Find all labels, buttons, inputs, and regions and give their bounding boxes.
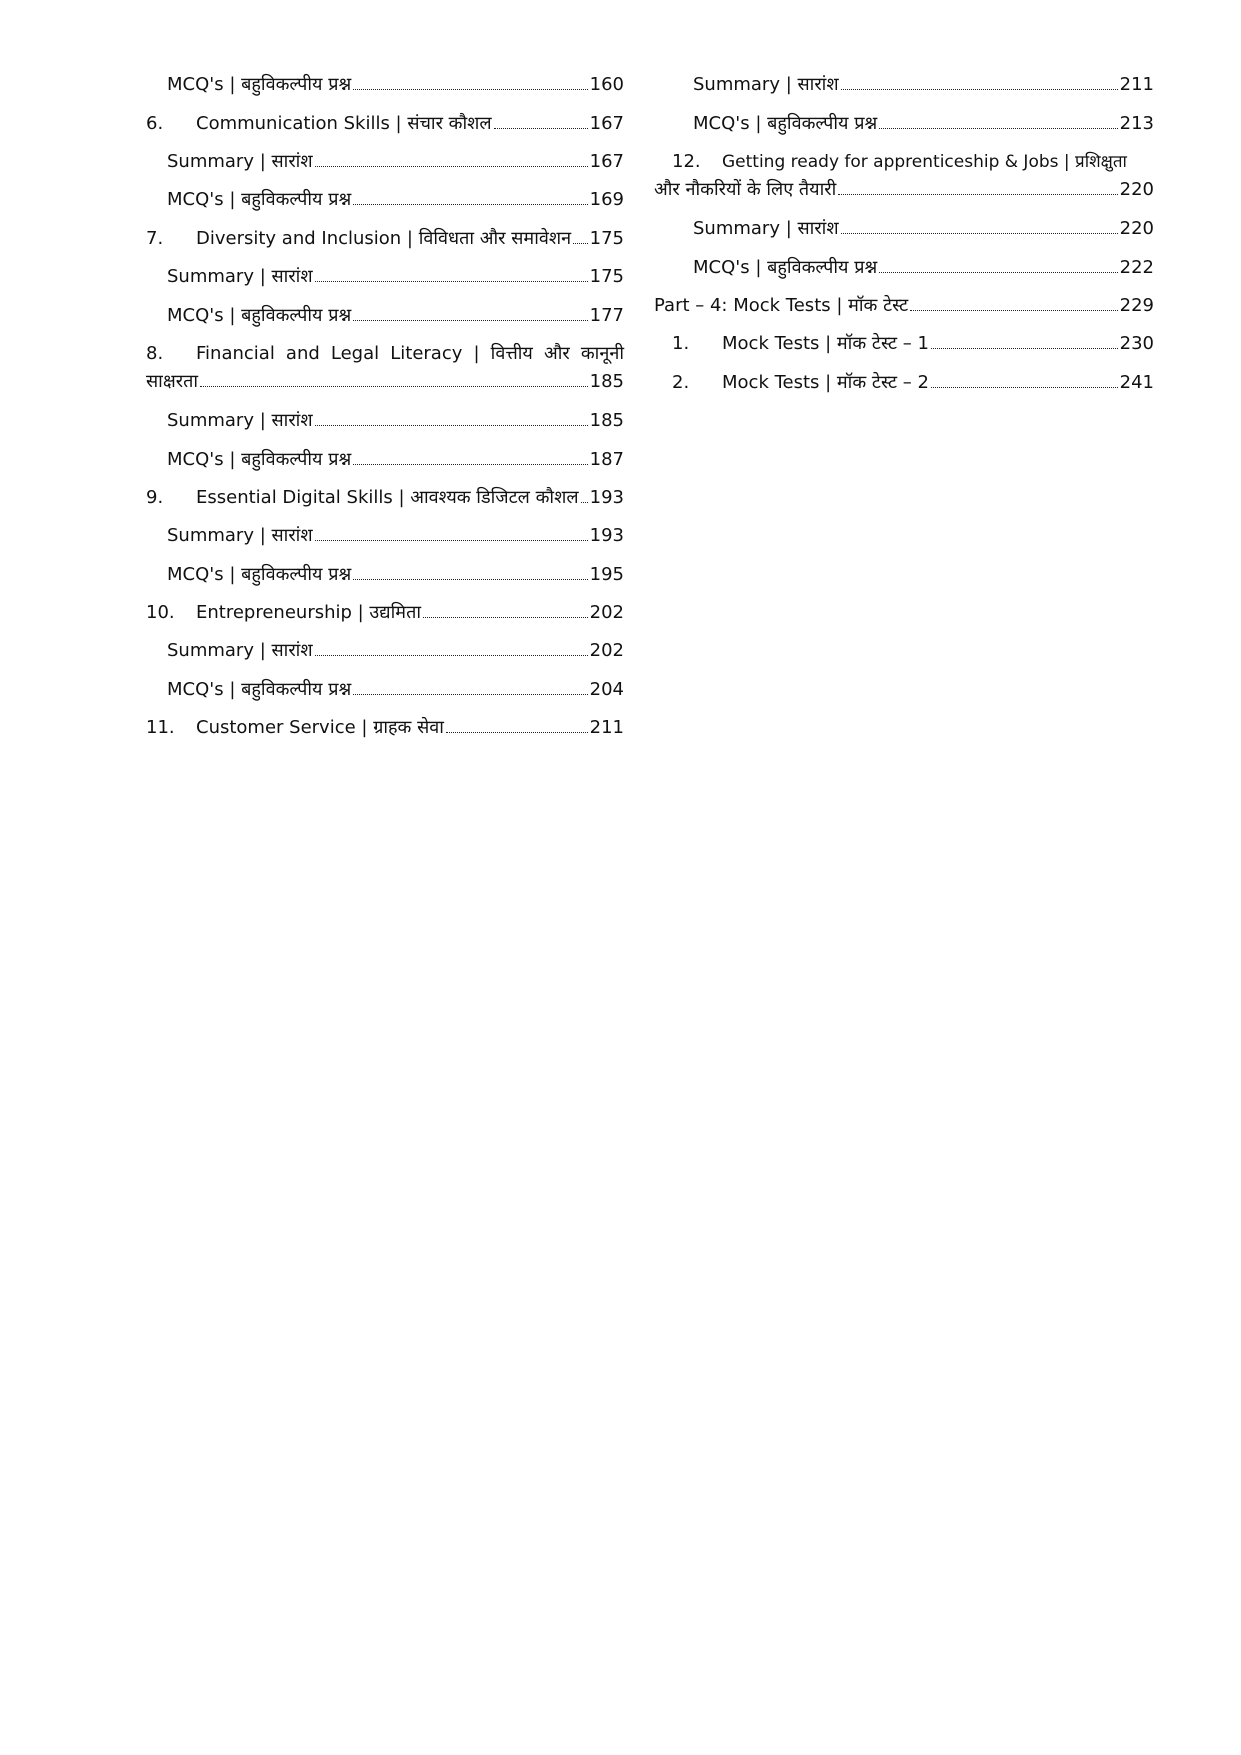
toc-entry-page: 187	[589, 449, 624, 470]
toc-entry-page: 213	[1119, 113, 1154, 134]
toc-entry-title: Mock Tests | मॉक टेस्ट – 1	[722, 333, 929, 354]
toc-entry-page: 241	[1119, 372, 1154, 393]
toc-entry-title: Essential Digital Skills | आवश्यक डिजिटल कौशल	[196, 487, 579, 508]
toc-entry-page: 220	[1119, 179, 1154, 200]
toc-entry-title: Summary | सारांश	[167, 266, 313, 287]
dot-leader	[841, 89, 1118, 90]
toc-chapter-entry[interactable]	[146, 225, 624, 253]
toc-entry-page: 195	[589, 564, 624, 585]
toc-entry-title: MCQ's | बहुविकल्पीय प्रश्न	[167, 449, 352, 470]
toc-entry-title: MCQ's | बहुविकल्पीय प्रश्न	[693, 113, 878, 134]
toc-entry-page: 211	[1119, 74, 1154, 95]
toc-entry-page: 177	[589, 305, 624, 326]
toc-entry-page: 175	[589, 228, 624, 249]
dot-leader	[315, 425, 588, 426]
toc-entry-page: 229	[1119, 295, 1154, 316]
toc-entry-page: 169	[589, 189, 624, 210]
toc-entry-title: MCQ's | बहुविकल्पीय प्रश्न	[167, 189, 352, 210]
dot-leader	[353, 579, 587, 580]
toc-entry-title: Summary | सारांश	[693, 218, 839, 239]
toc-entry-title-line2: और नौकरियों के लिए तैयारी	[654, 179, 837, 200]
dot-leader	[315, 655, 588, 656]
toc-entry[interactable]	[146, 407, 624, 435]
toc-entry-page: 167	[589, 151, 624, 172]
toc-entry-page: 185	[589, 371, 624, 392]
toc-entry-page: 222	[1119, 257, 1154, 278]
dot-leader	[423, 617, 588, 618]
dot-leader	[841, 233, 1118, 234]
toc-chapter-entry-wrapped[interactable]	[654, 148, 1154, 204]
dot-leader	[315, 540, 588, 541]
toc-entry[interactable]	[146, 263, 624, 291]
toc-entry-page: 185	[589, 410, 624, 431]
toc-entry-page: 202	[589, 640, 624, 661]
toc-entry-page: 211	[589, 717, 624, 738]
toc-chapter-entry[interactable]	[654, 330, 1154, 358]
toc-entry-title: Customer Service | ग्राहक सेवा	[196, 717, 444, 738]
dot-leader	[353, 89, 587, 90]
toc-entry-title: Summary | सारांश	[167, 525, 313, 546]
chapter-number: 1.	[672, 333, 690, 354]
dot-leader	[910, 310, 1117, 311]
dot-leader	[353, 464, 587, 465]
toc-entry-page: 204	[589, 679, 624, 700]
dot-leader	[581, 502, 588, 503]
toc-entry-title: Part – 4: Mock Tests | मॉक टेस्ट	[654, 295, 909, 316]
chapter-number: 11.	[146, 717, 175, 738]
toc-entry-title: Communication Skills | संचार कौशल	[196, 113, 492, 134]
toc-entry-title: Summary | सारांश	[693, 74, 839, 95]
toc-entry-page: 167	[589, 113, 624, 134]
dot-leader	[200, 386, 588, 387]
dot-leader	[315, 166, 588, 167]
toc-part-entry[interactable]	[654, 292, 1154, 320]
dot-leader	[494, 128, 588, 129]
toc-entry-title: Mock Tests | मॉक टेस्ट – 2	[722, 372, 929, 393]
toc-chapter-entry[interactable]	[654, 369, 1154, 397]
chapter-number: 9.	[146, 487, 164, 508]
toc-entry[interactable]	[146, 186, 624, 214]
dot-leader	[879, 128, 1117, 129]
toc-entry-title: Summary | सारांश	[167, 151, 313, 172]
toc-entry-title-line1: Financial and Legal Literacy | वित्तीय और कानूनी	[196, 343, 624, 364]
toc-entry[interactable]	[146, 637, 624, 665]
toc-entry[interactable]	[654, 110, 1154, 138]
dot-leader	[838, 194, 1117, 195]
toc-entry[interactable]	[146, 522, 624, 550]
toc-entry-page: 220	[1119, 218, 1154, 239]
dot-leader	[315, 281, 588, 282]
toc-entry[interactable]	[146, 446, 624, 474]
toc-entry-page: 202	[589, 602, 624, 623]
toc-entry-title: MCQ's | बहुविकल्पीय प्रश्न	[693, 257, 878, 278]
toc-entry-page: 230	[1119, 333, 1154, 354]
toc-entry-title-line1: Getting ready for apprenticeship & Jobs | प्रशिक्षुता	[722, 152, 1127, 172]
dot-leader	[573, 243, 588, 244]
toc-entry-title: Diversity and Inclusion | विविधता और समावेशन	[196, 228, 572, 249]
toc-chapter-entry[interactable]	[146, 484, 624, 512]
toc-entry-title: Entrepreneurship | उद्यमिता	[196, 602, 421, 623]
chapter-number: 7.	[146, 228, 164, 249]
chapter-number: 2.	[672, 372, 690, 393]
chapter-number: 12.	[672, 151, 701, 172]
toc-entry-page: 175	[589, 266, 624, 287]
toc-entry-title: Summary | सारांश	[167, 410, 313, 431]
toc-entry-title: Summary | सारांश	[167, 640, 313, 661]
dot-leader	[931, 387, 1118, 388]
dot-leader	[879, 272, 1117, 273]
toc-entry[interactable]	[654, 215, 1154, 243]
toc-entry[interactable]	[146, 71, 624, 99]
toc-entry[interactable]	[146, 148, 624, 176]
toc-chapter-entry[interactable]	[146, 599, 624, 627]
toc-entry[interactable]	[146, 561, 624, 589]
chapter-number: 8.	[146, 343, 164, 364]
toc-entry[interactable]	[654, 254, 1154, 282]
toc-entry-title: MCQ's | बहुविकल्पीय प्रश्न	[167, 305, 352, 326]
toc-chapter-entry[interactable]	[146, 714, 624, 742]
toc-chapter-entry-wrapped[interactable]	[146, 340, 624, 396]
toc-entry[interactable]	[146, 676, 624, 704]
toc-entry-title: MCQ's | बहुविकल्पीय प्रश्न	[167, 564, 352, 585]
toc-entry-title: MCQ's | बहुविकल्पीय प्रश्न	[167, 679, 352, 700]
chapter-number: 10.	[146, 602, 175, 623]
dot-leader	[353, 694, 587, 695]
dot-leader	[446, 732, 588, 733]
toc-entry[interactable]	[654, 71, 1154, 99]
toc-entry[interactable]	[146, 302, 624, 330]
dot-leader	[931, 348, 1118, 349]
toc-entry-title-line2: साक्षरता	[146, 371, 199, 392]
toc-entry-page: 160	[589, 74, 624, 95]
toc-entry-page: 193	[589, 487, 624, 508]
toc-chapter-entry[interactable]	[146, 110, 624, 138]
toc-entry-page: 193	[589, 525, 624, 546]
chapter-number: 6.	[146, 113, 164, 134]
dot-leader	[353, 204, 587, 205]
toc-entry-title: MCQ's | बहुविकल्पीय प्रश्न	[167, 74, 352, 95]
dot-leader	[353, 320, 587, 321]
